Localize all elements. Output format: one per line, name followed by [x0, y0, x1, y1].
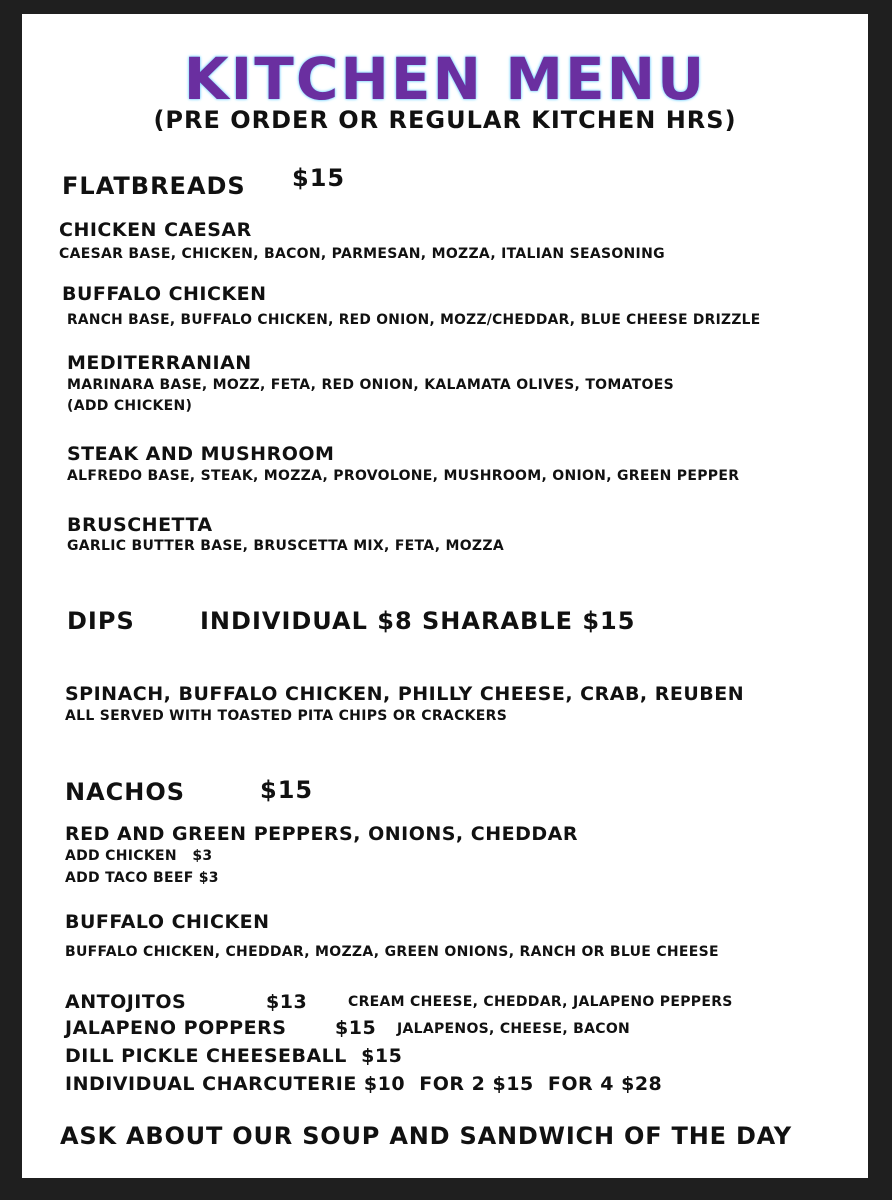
nachos-addon: ADD TACO BEEF $3 — [65, 870, 219, 886]
nachos-item-desc: BUFFALO CHICKEN, CHEDDAR, MOZZA, GREEN ONIONS, RANCH OR BLUE CHEESE — [65, 944, 719, 960]
footer-note: ASK ABOUT OUR SOUP AND SANDWICH OF THE DAY — [60, 1122, 792, 1150]
nachos-addon: ADD CHICKEN $3 — [65, 848, 213, 864]
flatbreads-heading: FLATBREADS — [62, 172, 246, 200]
nachos-item-name: RED AND GREEN PEPPERS, ONIONS, CHEDDAR — [65, 823, 578, 845]
nachos-item-name: BUFFALO CHICKEN — [65, 911, 270, 933]
charcuterie-item: INDIVIDUAL CHARCUTERIE $10 FOR 2 $15 FOR 4 $28 — [65, 1073, 663, 1095]
flatbreads-price: $15 — [292, 164, 346, 192]
flatbread-item-desc: ALFREDO BASE, STEAK, MOZZA, PROVOLONE, MUSHROOM, ONION, GREEN PEPPER — [67, 468, 740, 484]
menu-page — [22, 14, 868, 1178]
flatbread-item-name: CHICKEN CAESAR — [59, 219, 252, 241]
antojitos-price: $13 — [266, 991, 308, 1013]
flatbread-item-desc: RANCH BASE, BUFFALO CHICKEN, RED ONION, MOZZ/CHEDDAR, BLUE CHEESE DRIZZLE — [67, 312, 761, 328]
flatbread-item-desc: CAESAR BASE, CHICKEN, BACON, PARMESAN, MOZZA, ITALIAN SEASONING — [59, 246, 665, 262]
page-title: KITCHEN MENU — [183, 45, 707, 113]
nachos-heading: NACHOS — [65, 778, 186, 806]
page-subtitle: (PRE ORDER OR REGULAR KITCHEN HRS) — [153, 106, 737, 134]
nachos-price: $15 — [260, 776, 314, 804]
dips-note: ALL SERVED WITH TOASTED PITA CHIPS OR CRACKERS — [65, 708, 508, 724]
flatbread-item-name: MEDITERRANIAN — [67, 352, 252, 374]
dips-heading: DIPS — [67, 607, 135, 635]
poppers-desc: JALAPENOS, CHEESE, BACON — [397, 1021, 631, 1037]
antojitos-name: ANTOJITOS — [65, 991, 187, 1013]
poppers-name: JALAPENO POPPERS — [65, 1017, 287, 1039]
flatbread-item-desc: GARLIC BUTTER BASE, BRUSCETTA MIX, FETA, MOZZA — [67, 538, 504, 554]
dips-pricing: INDIVIDUAL $8 SHARABLE $15 — [200, 607, 636, 635]
flatbread-item-name: BUFFALO CHICKEN — [62, 283, 267, 305]
antojitos-desc: CREAM CHEESE, CHEDDAR, JALAPENO PEPPERS — [348, 994, 733, 1010]
poppers-price: $15 — [335, 1017, 377, 1039]
flatbread-item-name: STEAK AND MUSHROOM — [67, 443, 335, 465]
cheeseball-item: DILL PICKLE CHEESEBALL $15 — [65, 1045, 403, 1067]
flatbread-item-name: BRUSCHETTA — [67, 514, 213, 536]
flatbread-item-note: (ADD CHICKEN) — [67, 398, 193, 414]
dips-list: SPINACH, BUFFALO CHICKEN, PHILLY CHEESE, CRAB, REUBEN — [65, 683, 745, 705]
flatbread-item-desc: MARINARA BASE, MOZZ, FETA, RED ONION, KALAMATA OLIVES, TOMATOES — [67, 377, 674, 393]
